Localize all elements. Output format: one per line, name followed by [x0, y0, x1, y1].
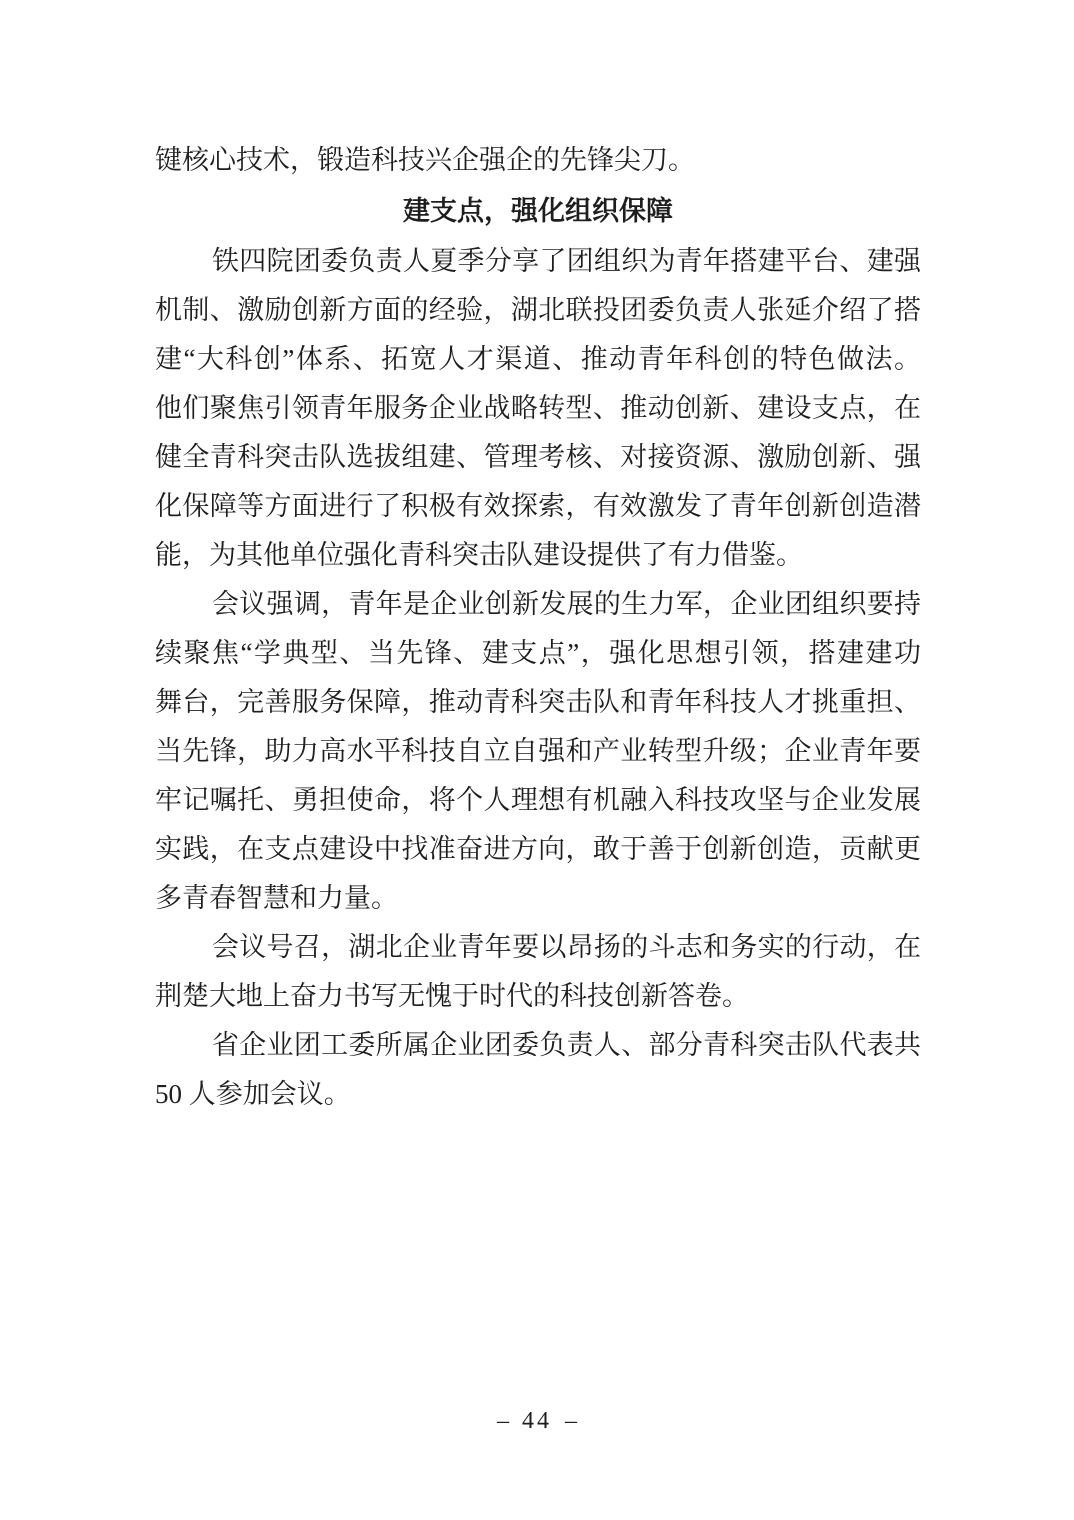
document-body [155, 136, 921, 1119]
page-number-dash-left: – [497, 1408, 509, 1434]
text-line: 健全青科突击队选拔组建、管理考核、对接资源、激励创新、强 [155, 442, 921, 472]
text-line: 50 人参加会议。 [155, 1079, 351, 1109]
text-line: 机制、激励创新方面的经验，湖北联投团委负责人张延介绍了搭 [155, 295, 921, 325]
text-line: 舞台，完善服务保障，推动青科突击队和青年科技人才挑重担、 [155, 687, 921, 717]
text-line: 会议强调，青年是企业创新发展的生力军，企业团组织要持 [212, 589, 921, 619]
text-line: 他们聚焦引领青年服务企业战略转型、推动创新、建设支点，在 [155, 393, 921, 423]
text-line: 当先锋，助力高水平科技自立自强和产业转型升级；企业青年要 [155, 736, 921, 766]
text-line: 荆楚大地上奋力书写无愧于时代的科技创新答卷。 [155, 981, 749, 1011]
text-line: 铁四院团委负责人夏季分享了团组织为青年搭建平台、建强 [212, 246, 921, 276]
text-line: 实践，在支点建设中找准奋进方向，敢于善于创新创造，贡献更 [155, 834, 921, 864]
text-line: 会议号召，湖北企业青年要以昂扬的斗志和务实的行动，在 [212, 932, 921, 962]
text-line: 化保障等方面进行了积极有效探索，有效激发了青年创新创造潜 [155, 491, 921, 521]
text-line: 牢记嘱托、勇担使命，将个人理想有机融入科技攻坚与企业发展 [155, 785, 921, 815]
page-footer [0, 1408, 1074, 1435]
text-line: 建“大科创”体系、拓宽人才渠道、推动青年科创的特色做法。 [155, 344, 921, 374]
text-line: 键核心技术，锻造科技兴企强企的先锋尖刀。 [155, 145, 695, 175]
section-heading: 建支点，强化组织保障 [403, 196, 673, 226]
text-line: 多青春智慧和力量。 [155, 883, 398, 913]
page-number: 44 [522, 1408, 552, 1434]
text-line: 省企业团工委所属企业团委负责人、部分青科突击队代表共 [212, 1030, 921, 1060]
page-number-dash-right: – [565, 1408, 577, 1434]
text-line: 续聚焦“学典型、当先锋、建支点”，强化思想引领，搭建建功 [155, 638, 921, 668]
text-line: 能，为其他单位强化青科突击队建设提供了有力借鉴。 [155, 540, 803, 570]
